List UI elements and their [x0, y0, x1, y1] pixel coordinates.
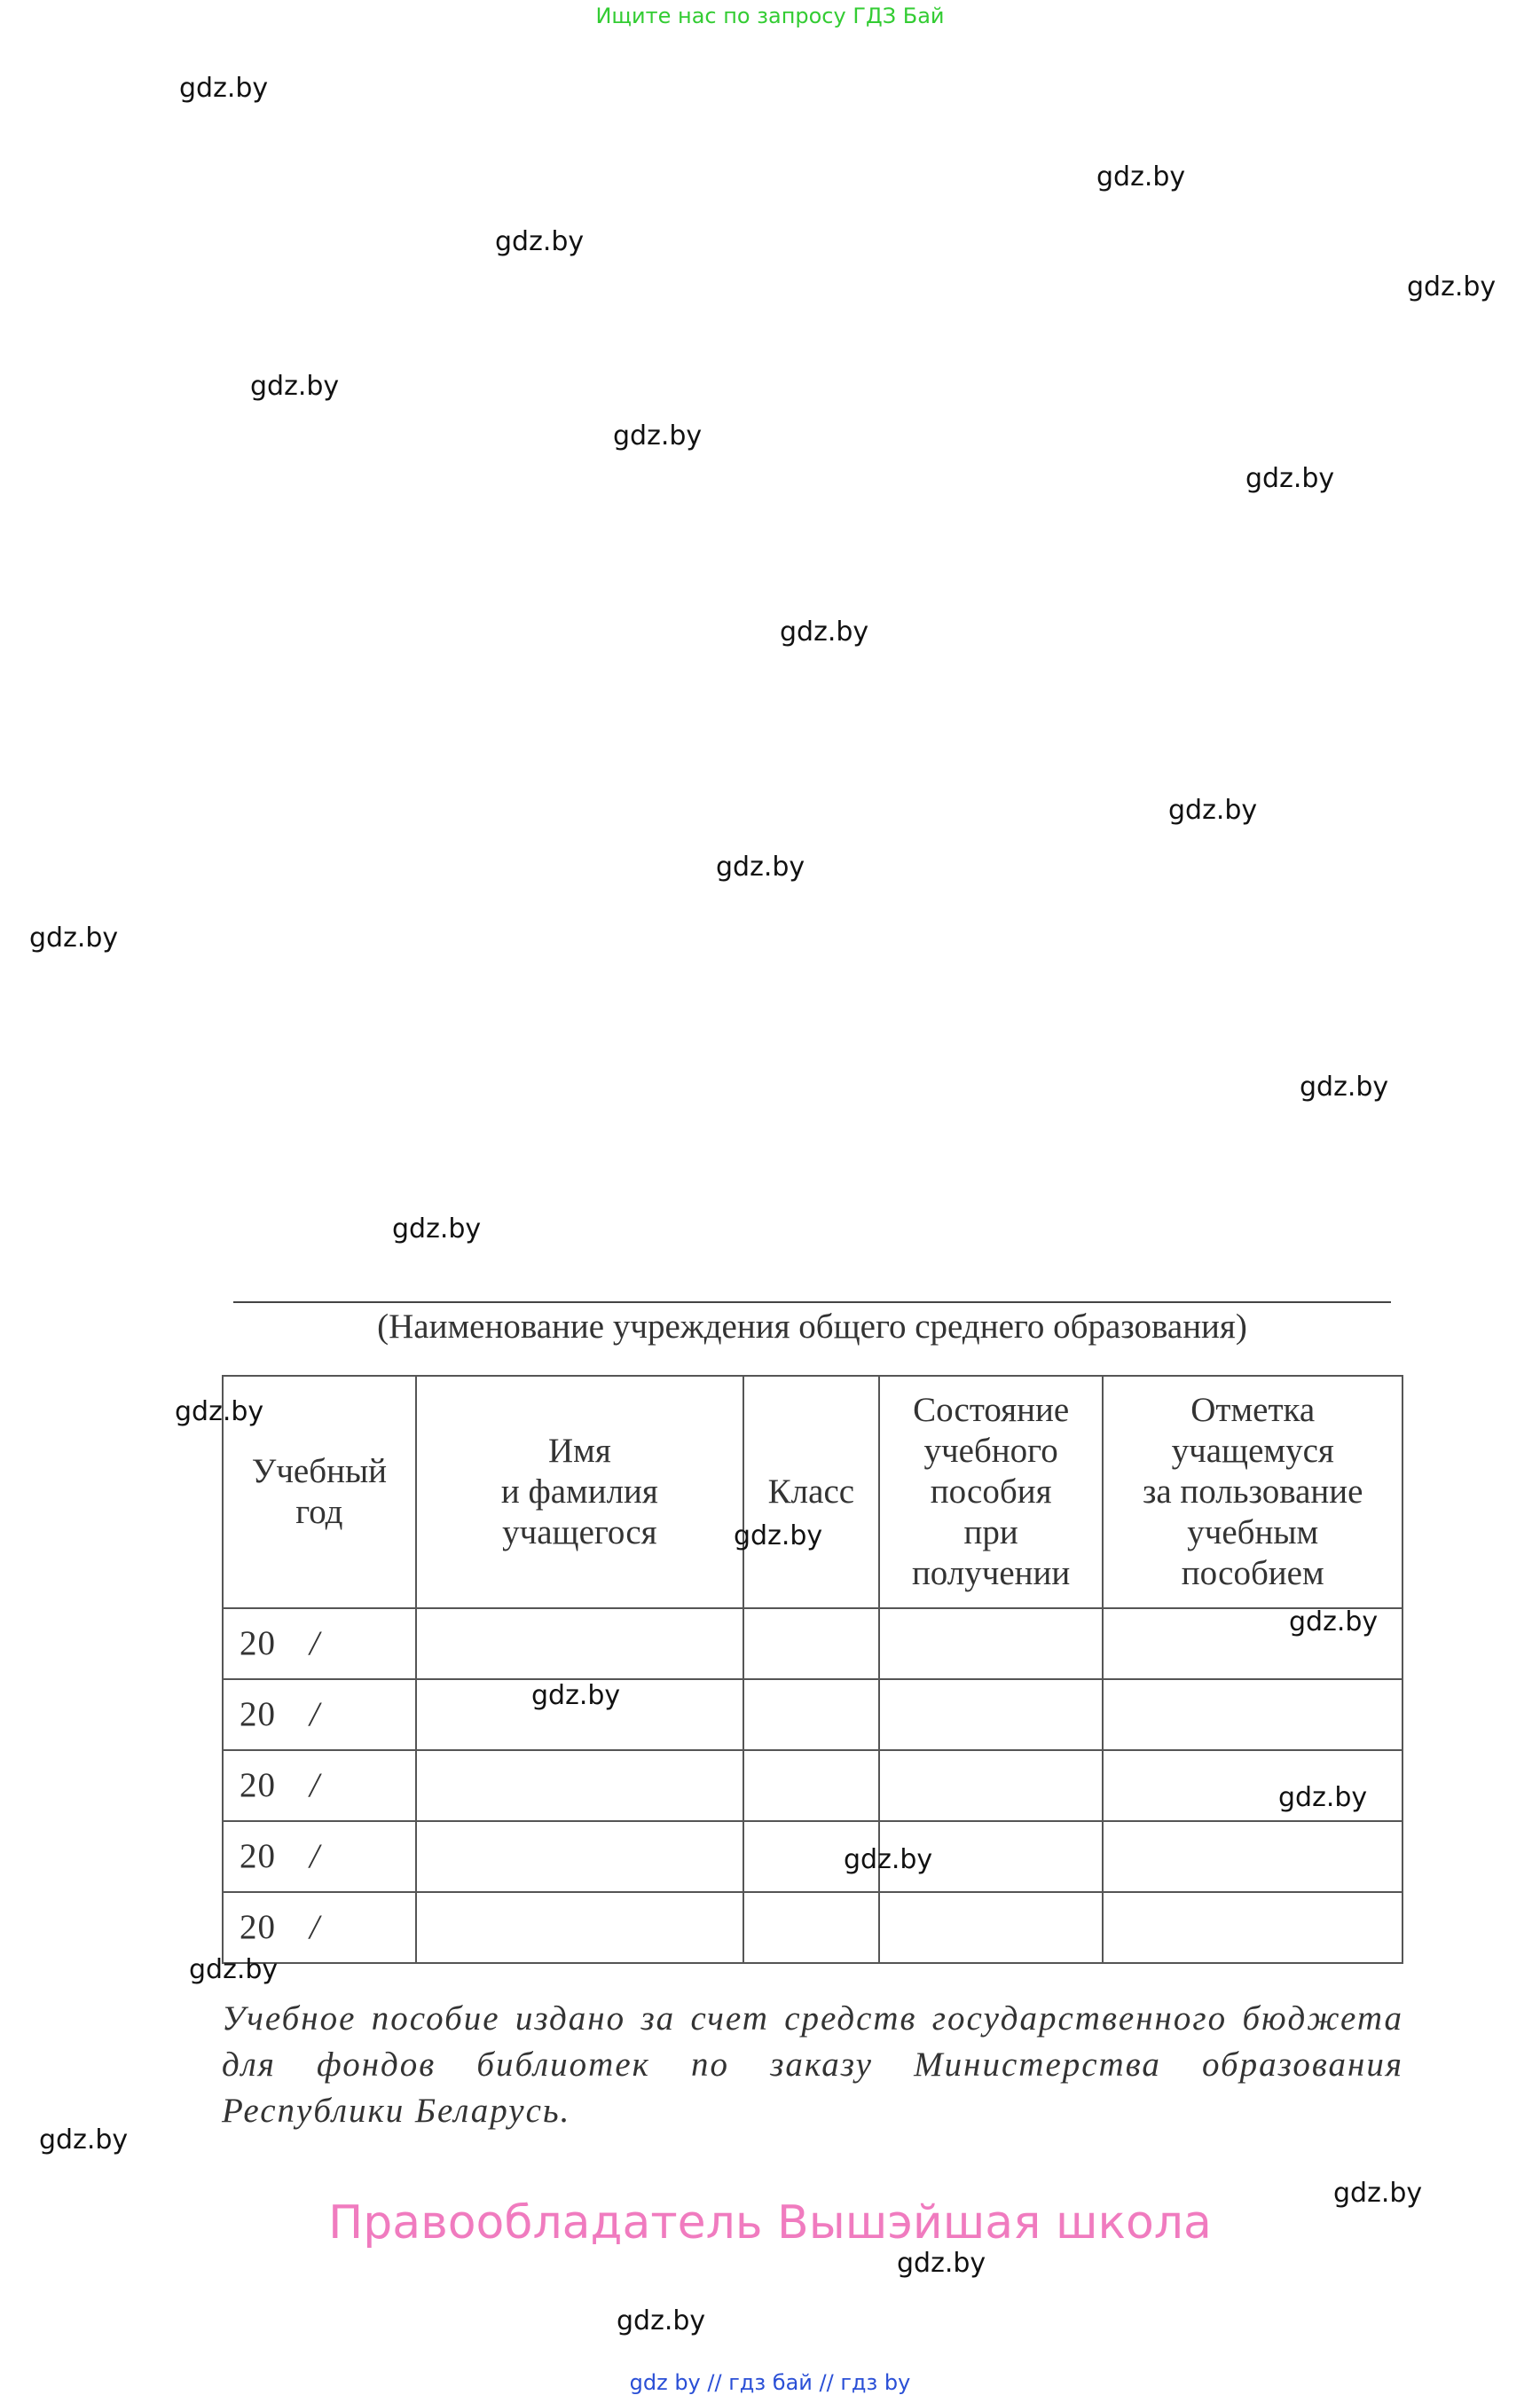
- empty-cell: [1103, 1679, 1402, 1750]
- institution-name-line: [233, 1301, 1391, 1303]
- watermark: gdz.by: [1333, 2178, 1423, 2209]
- header-usage-mark: Отметка учащемуся за пользование учебным пособием: [1103, 1376, 1402, 1608]
- watermark: gdz.by: [179, 73, 269, 104]
- empty-cell: [416, 1892, 743, 1963]
- empty-cell: [743, 1608, 879, 1679]
- empty-cell: [1103, 1821, 1402, 1892]
- watermark: gdz.by: [897, 2248, 986, 2279]
- table-row: [223, 1679, 1402, 1750]
- watermark: gdz.by: [613, 420, 703, 452]
- empty-cell: [879, 1679, 1104, 1750]
- empty-cell: [743, 1892, 879, 1963]
- watermark: gdz.by: [1407, 271, 1497, 302]
- year-cell: 20 /: [223, 1608, 416, 1679]
- watermark: gdz.by: [1096, 161, 1186, 192]
- empty-cell: [416, 1750, 743, 1821]
- empty-cell: [743, 1750, 879, 1821]
- year-cell: 20 /: [223, 1750, 416, 1821]
- watermark: gdz.by: [495, 226, 585, 257]
- table-row: [223, 1821, 1402, 1892]
- top-banner: Ищите нас по запросу ГДЗ Бай: [595, 4, 945, 28]
- copyright-holder: Правообладатель Вышэйшая школа: [328, 2196, 1212, 2250]
- empty-cell: [879, 1750, 1104, 1821]
- empty-cell: [1103, 1892, 1402, 1963]
- empty-cell: [879, 1892, 1104, 1963]
- watermark: gdz.by: [189, 1954, 279, 1985]
- watermark: gdz.by: [844, 1844, 933, 1875]
- watermark: gdz.by: [734, 1520, 823, 1551]
- watermark: gdz.by: [1289, 1606, 1379, 1637]
- empty-cell: [743, 1679, 879, 1750]
- table-row: [223, 1608, 1402, 1679]
- header-student-name: Имя и фамилия учащегося: [416, 1376, 743, 1608]
- header-academic-year: Учебный год: [223, 1376, 416, 1608]
- table-row: [223, 1750, 1402, 1821]
- empty-cell: [416, 1821, 743, 1892]
- watermark: gdz.by: [617, 2305, 706, 2336]
- bottom-links[interactable]: gdz by // гдз бай // гдз by: [629, 2370, 911, 2395]
- watermark: gdz.by: [716, 852, 805, 883]
- usage-record-table: [222, 1375, 1403, 1964]
- year-cell: 20 /: [223, 1821, 416, 1892]
- table-header-row: [223, 1376, 1402, 1608]
- year-cell: 20 /: [223, 1679, 416, 1750]
- watermark: gdz.by: [1278, 1782, 1368, 1813]
- watermark: gdz.by: [250, 371, 340, 402]
- empty-cell: [416, 1608, 743, 1679]
- header-class: Класс: [743, 1376, 879, 1608]
- watermark: gdz.by: [1245, 463, 1335, 494]
- watermark: gdz.by: [1300, 1072, 1389, 1103]
- header-condition-on-receipt: Состояние учебного пособия при получении: [879, 1376, 1104, 1608]
- funding-note: Учебное пособие издано за счет средств государственного бюджета для фондов библиотек по заказу Министерства образования Республики Беларусь.: [222, 1999, 1403, 2130]
- watermark: gdz.by: [780, 616, 869, 648]
- table-row: [223, 1892, 1402, 1963]
- watermark: gdz.by: [392, 1213, 482, 1245]
- watermark: gdz.by: [175, 1396, 264, 1427]
- watermark: gdz.by: [531, 1680, 621, 1711]
- watermark: gdz.by: [29, 923, 119, 954]
- year-cell: 20 /: [223, 1892, 416, 1963]
- empty-cell: [879, 1608, 1104, 1679]
- institution-caption: (Наименование учреждения общего среднего образования): [377, 1308, 1247, 1346]
- watermark: gdz.by: [1168, 795, 1258, 826]
- watermark: gdz.by: [39, 2124, 129, 2156]
